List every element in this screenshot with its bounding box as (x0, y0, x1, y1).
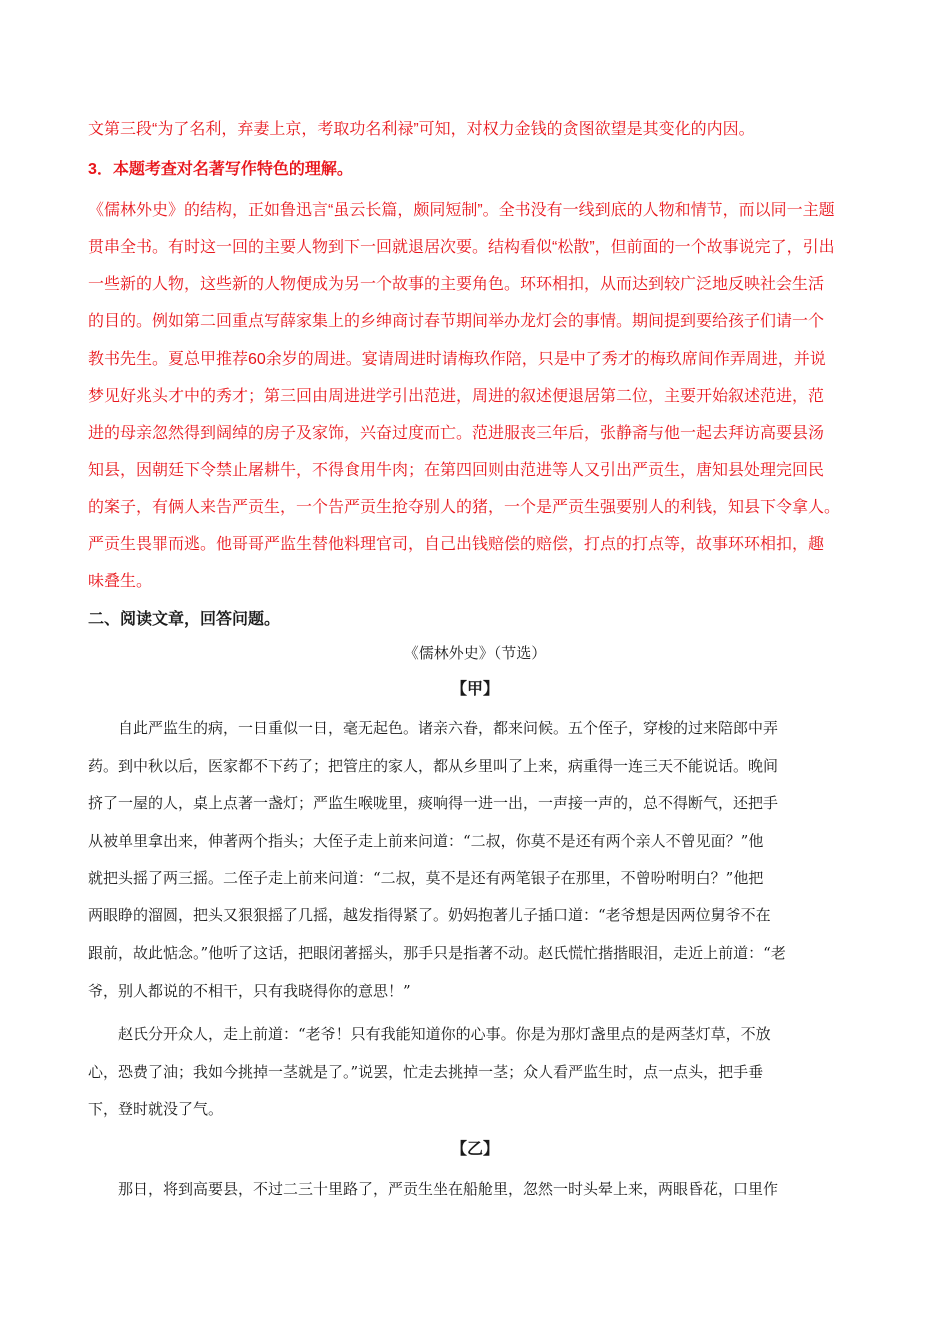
passage-line: 从被单里拿出来，伸著两个指头；大侄子走上前来问道：“二叔，你莫不是还有两个亲人不曾见面？”他 (88, 832, 764, 850)
answer-q3-line: 教书先生。夏总甲推荐60余岁的周进。宴请周进时请梅玖作陪，只是中了秀才的梅玖席间作弄周进，并说 (88, 351, 826, 368)
answer-q3-line: 知县，因朝廷下令禁止屠耕牛，不得食用牛肉；在第四回则由范进等人又引出严贡生，唐知县处理完回民 (88, 462, 825, 479)
answer-q3-line: 的案子，有俩人来告严贡生，一个告严贡生抢夺别人的猪，一个是严贡生强要别人的利钱，知县下令拿人。 (88, 499, 841, 516)
answer-q3-heading: 3．本题考查对名著写作特色的理解。 (88, 161, 353, 178)
answer-q3-line: 的目的。例如第二回重点写薛家集上的乡绅商讨春节期间举办龙灯会的事情。期间提到要给孩子们请一个 (88, 313, 825, 330)
passage-line: 跟前，故此惦念。”他听了这话，把眼闭著摇头，那手只是指著不动。赵氏慌忙揩揩眼泪，走近上前道：“老 (88, 944, 786, 962)
answer-q3-line: 一些新的人物，这些新的人物便成为另一个故事的主要角色。环环相扣，从而达到较广泛地反映社会生活 (88, 276, 825, 293)
answer-prev-tail: 文第三段“为了名利，弃妻上京，考取功名利禄”可知，对权力金钱的贪图欲望是其变化的内因。 (88, 121, 755, 138)
part-b-label: 【乙】 (450, 1141, 499, 1158)
part-a-label: 【甲】 (450, 681, 499, 698)
section-heading: 二、阅读文章，回答问题。 (88, 611, 281, 628)
passage-line: 自此严监生的病，一日重似一日，毫无起色。诸亲六眷，都来问候。五个侄子，穿梭的过来陪郎中弄 (118, 719, 779, 737)
answer-q3-line: 严贡生畏罪而逃。他哥哥严监生替他料理官司，自己出钱赔偿的赔偿，打点的打点等，故事环环相扣，趣 (88, 536, 825, 553)
answer-q3-line: 梦见好兆头才中的秀才；第三回由周进进学引出范进，周进的叙述便退居第二位，主要开始叙述范进，范 (88, 388, 825, 405)
answer-q3-line: 进的母亲忽然得到阔绰的房子及家饰，兴奋过度而亡。范进服丧三年后，张静斋与他一起去拜访高要县汤 (88, 425, 825, 442)
passage-line: 那日，将到高要县，不过二三十里路了，严贡生坐在船舱里，忽然一时头晕上来，两眼昏花，口里作 (118, 1180, 779, 1198)
passage-title: 《儒林外史》（节选） (403, 644, 547, 662)
passage-line: 赵氏分开众人，走上前道：“老爷！只有我能知道你的心事。你是为那灯盏里点的是两茎灯草，不放 (118, 1025, 771, 1043)
passage-line: 下，登时就没了气。 (88, 1100, 224, 1118)
answer-q3-line: 味叠生。 (88, 573, 153, 590)
passage-line: 两眼睁的溜圆，把头又狠狠摇了几摇，越发指得紧了。奶妈抱著儿子插口道：“老爷想是因两位舅爷不在 (88, 906, 771, 924)
passage-line: 心，恐费了油；我如今挑掉一茎就是了。”说罢，忙走去挑掉一茎；众人看严监生时，点一点头，把手垂 (88, 1063, 764, 1081)
answer-q3-line: 贯串全书。有时这一回的主要人物到下一回就退居次要。结构看似“松散”，但前面的一个故事说完了，引出 (88, 239, 835, 256)
passage-line: 药。到中秋以后，医家都不下药了；把管庄的家人，都从乡里叫了上来，病重得一连三天不能说话。晚间 (88, 757, 779, 775)
passage-line: 就把头摇了两三摇。二侄子走上前来问道：“二叔，莫不是还有两笔银子在那里，不曾吩咐明白？”他把 (88, 869, 764, 887)
answer-q3-line: 《儒林外史》的结构，正如鲁迅言“虽云长篇，颇同短制”。全书没有一线到底的人物和情节，而以同一主题 (88, 202, 835, 219)
passage-line: 挤了一屋的人，桌上点著一盏灯；严监生喉咙里，痰响得一进一出，一声接一声的，总不得断气，还把手 (88, 794, 779, 812)
passage-line: 爷，别人都说的不相干，只有我晓得你的意思！” (88, 982, 411, 1000)
